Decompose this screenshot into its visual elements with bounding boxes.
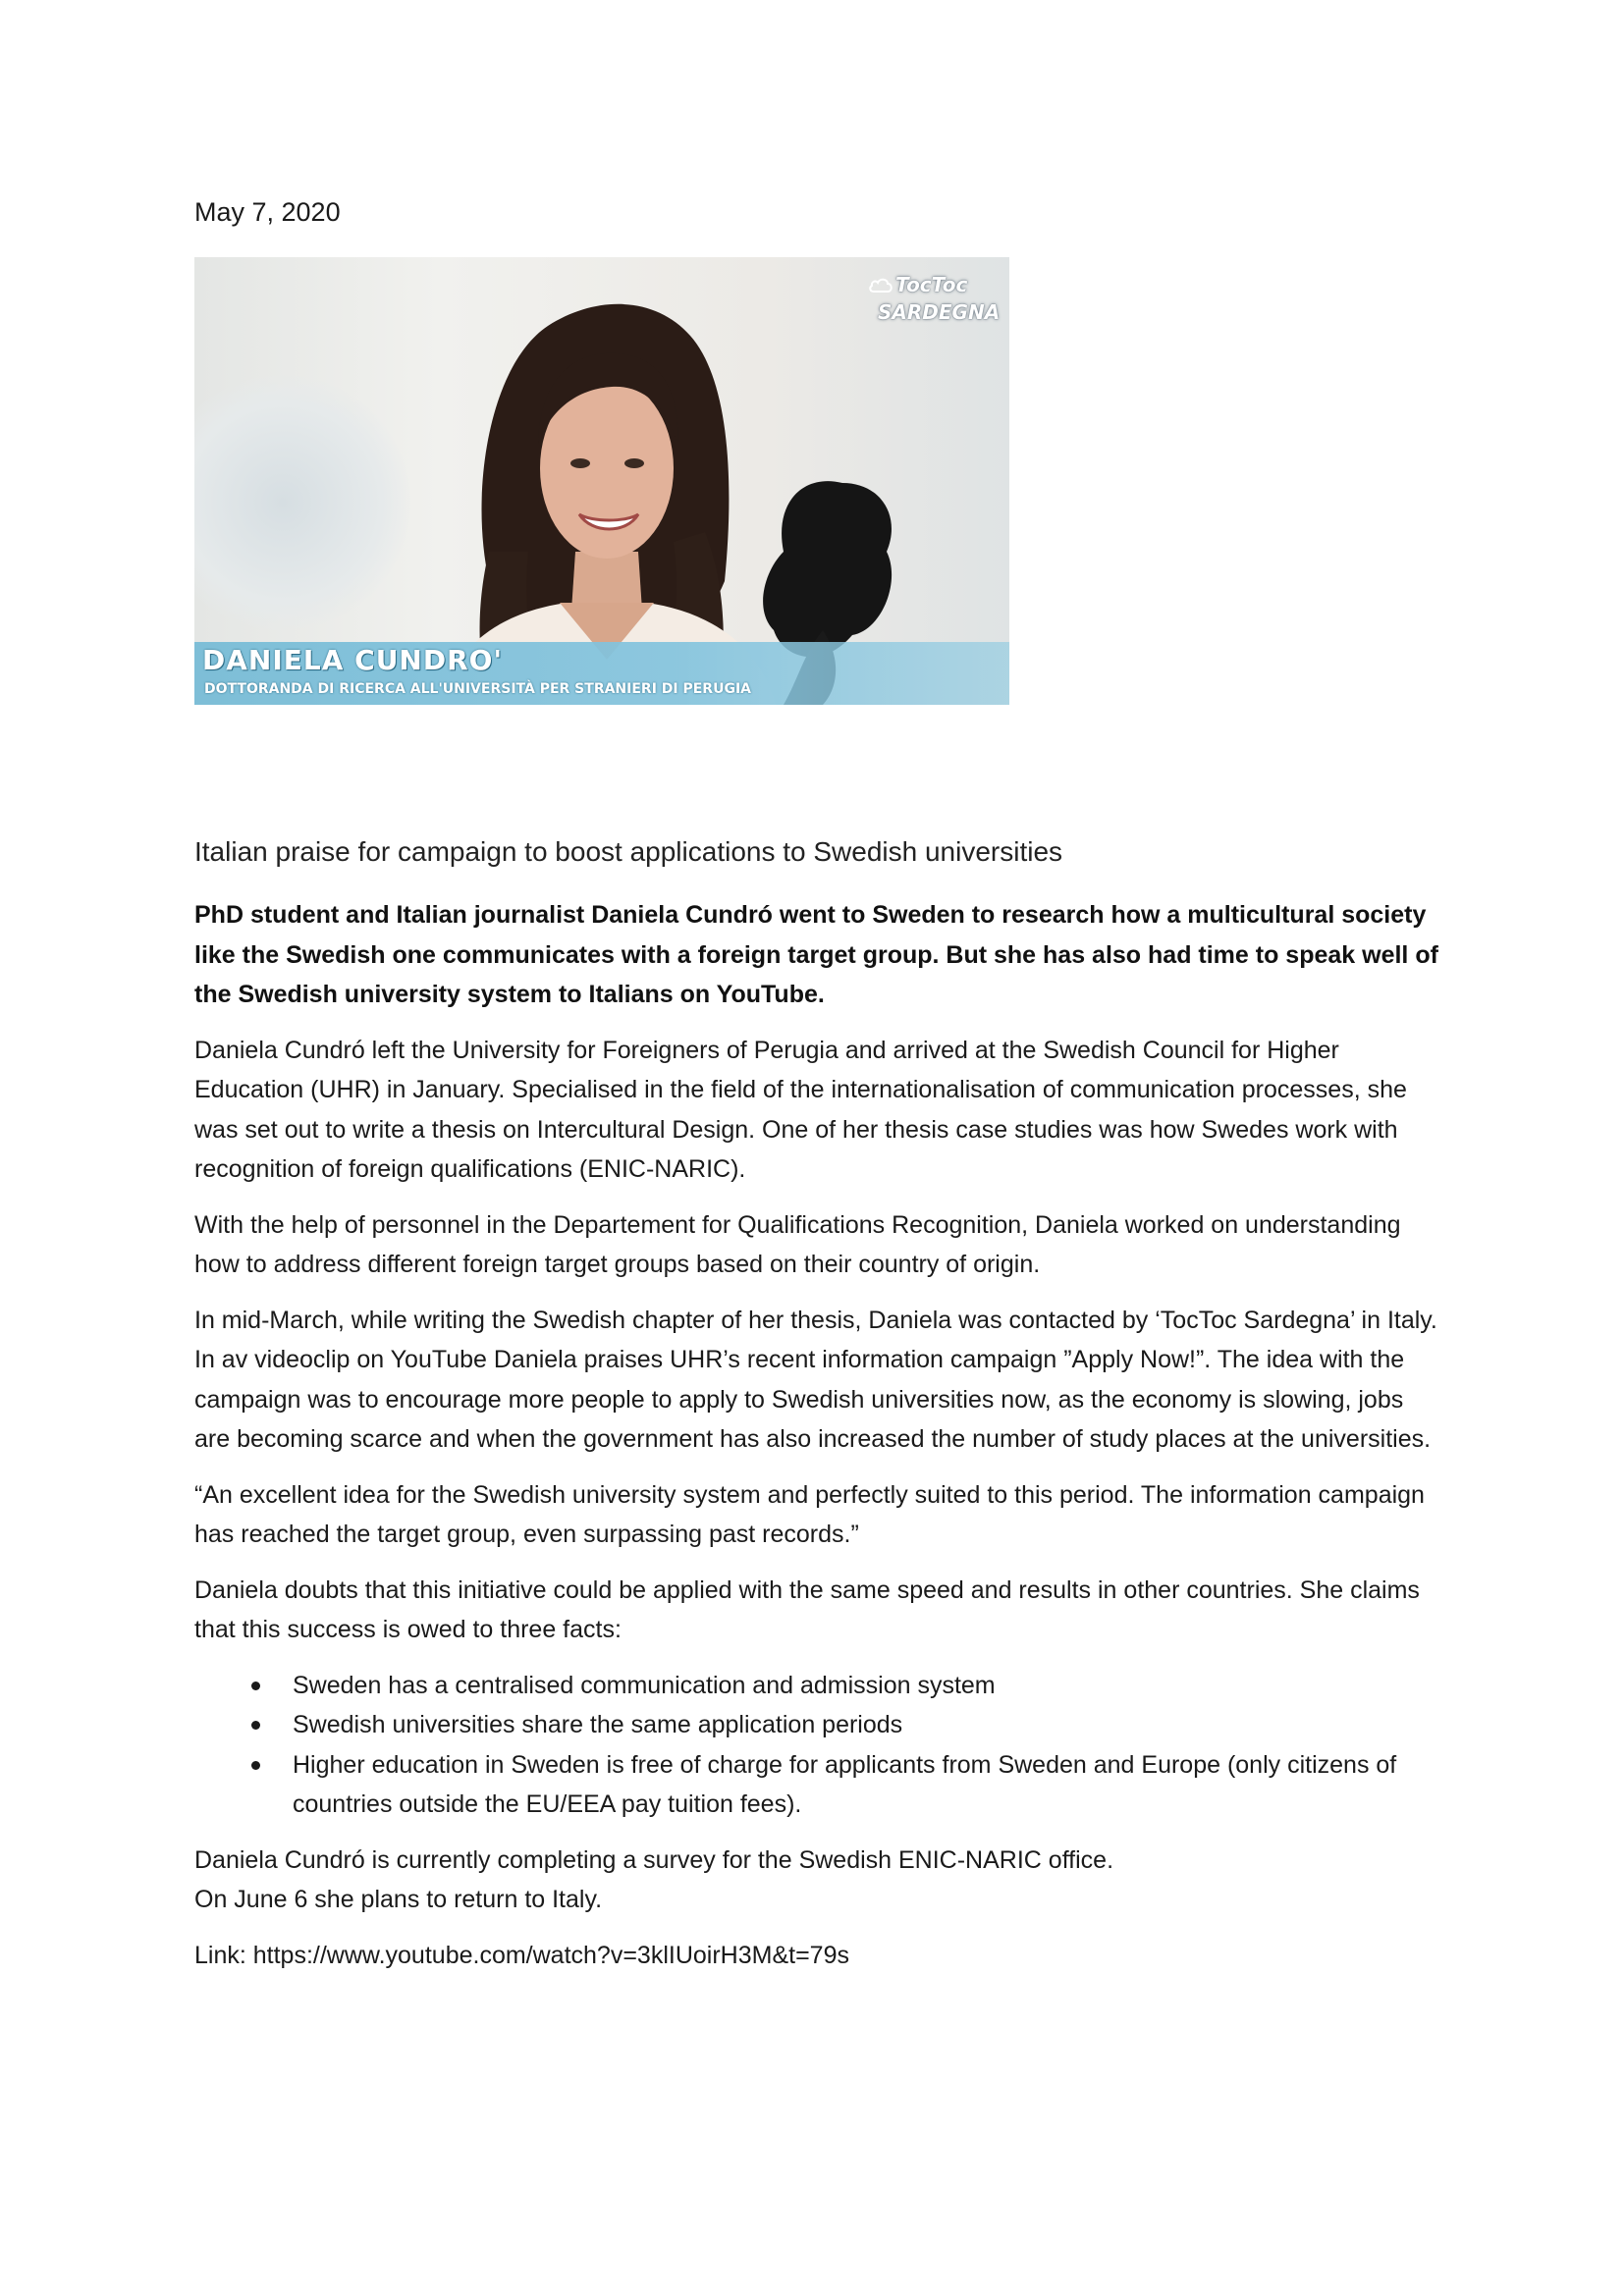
list-item bbox=[194, 1745, 1441, 1825]
list-item-text: Sweden has a centralised communication and admission system bbox=[293, 1671, 996, 1699]
bullet-icon bbox=[251, 1682, 260, 1690]
youtube-link[interactable]: https://www.youtube.com/watch?v=3klIUoirH3M&t=79s bbox=[252, 1941, 849, 1969]
article-paragraph: Daniela doubts that this initiative could be applied with the same speed and results in other countries. She claims that this success is owed to three facts: bbox=[194, 1575, 1420, 1643]
article-lead: PhD student and Italian journalist Daniela Cundró went to Sweden to research how a multicultural society like the Swedish one communicates with a foreign target group. But she has also had time to speak well of the Swedish university system to Italians on YouTube. bbox=[194, 901, 1438, 1008]
list-item-text: Swedish universities share the same application periods bbox=[293, 1711, 903, 1738]
link-label: Link: bbox=[194, 1941, 246, 1969]
facts-list bbox=[194, 1666, 1441, 1825]
logo-line-2: SARDEGNA bbox=[878, 300, 1001, 324]
closing-line-2: On June 6 she plans to return to Italy. bbox=[194, 1886, 603, 1913]
article-body bbox=[194, 895, 1441, 1991]
list-item bbox=[194, 1666, 1441, 1706]
article-paragraph: In mid-March, while writing the Swedish chapter of her thesis, Daniela was contacted by ‘TocToc Sardegna’ in Italy. In av videoclip on YouTube Daniela praises UHR’s recent information campaign ”Apply Now!”. The idea with the campaign was to encourage more people to apply to Swedish universities now, as the economy is slowing, jobs are becoming scarce and when the government has also increased the number of study places at the universities. bbox=[194, 1306, 1437, 1453]
list-item-text: Higher education in Sweden is free of charge for applicants from Sweden and Europe (only citizens of countries outside the EU/EEA pay tuition fees). bbox=[293, 1750, 1397, 1818]
toctoc-logo bbox=[866, 271, 1001, 330]
article-headline: Italian praise for campaign to boost applications to Swedish universities bbox=[194, 836, 1063, 867]
caption-role: DOTTORANDA DI RICERCA ALL'UNIVERSITÀ PER STRANIERI DI PERUGIA bbox=[204, 681, 751, 697]
article-paragraph: With the help of personnel in the Departement for Qualifications Recognition, Daniela worked on understanding how to address different foreign target groups based on their country of origin. bbox=[194, 1210, 1401, 1278]
caption-name: DANIELA CUNDRO' bbox=[202, 644, 504, 676]
article-quote: “An excellent idea for the Swedish university system and perfectly suited to this period. The information campaign has reached the target group, even surpassing past records.” bbox=[194, 1480, 1425, 1548]
article-date: May 7, 2020 bbox=[194, 197, 341, 227]
lower-third-caption bbox=[194, 642, 1009, 705]
list-item bbox=[194, 1705, 1441, 1745]
logo-line-1: TocToc bbox=[895, 273, 968, 296]
closing-paragraph bbox=[194, 1841, 1441, 1920]
bullet-icon bbox=[251, 1721, 260, 1730]
article-paragraph: Daniela Cundró left the University for Foreigners of Perugia and arrived at the Swedish Council for Higher Education (UHR) in January. Specialised in the field of the internationalisation of communication processes, she was set out to write a thesis on Intercultural Design. One of her thesis case studies was how Swedes work with recognition of foreign qualifications (ENIC-NARIC). bbox=[194, 1036, 1407, 1183]
video-thumbnail[interactable] bbox=[194, 257, 1009, 705]
bullet-icon bbox=[251, 1761, 260, 1770]
closing-line-1: Daniela Cundró is currently completing a survey for the Swedish ENIC-NARIC office. bbox=[194, 1845, 1114, 1874]
link-line bbox=[194, 1936, 1441, 1976]
